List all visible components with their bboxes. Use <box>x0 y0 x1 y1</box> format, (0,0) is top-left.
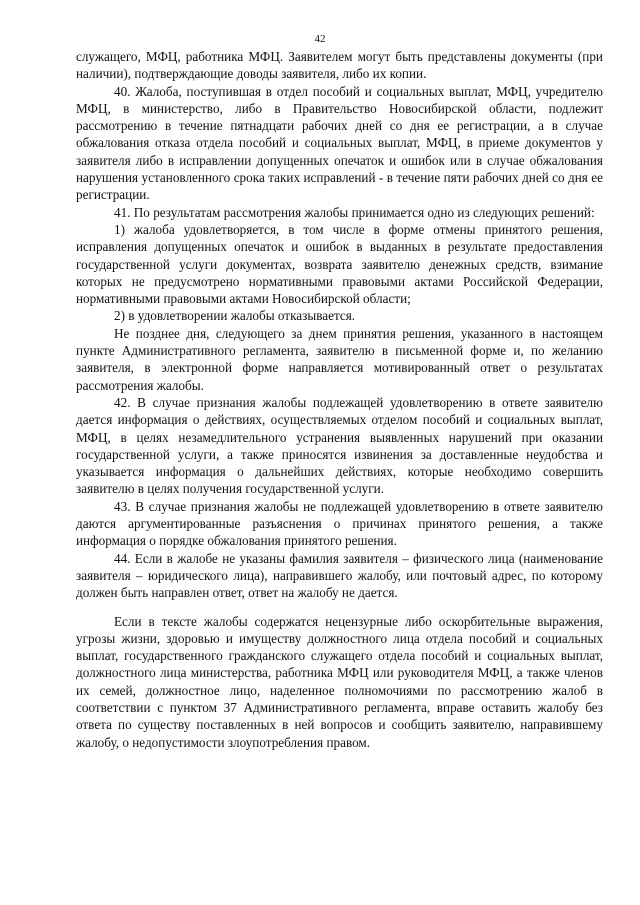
document-body <box>76 48 603 751</box>
paragraph-clause-42: 42. В случае признания жалобы подлежащей удовлетворению в ответе заявителю дается информация о действиях, осуществляемых отделом пособий и социальных выплат, МФЦ, в целях незамедлительного устранения выявленных нарушений при оказании государственной услуги, а также приносятся извинения за доставленные неудобства и указывается информация о дальнейших действиях, которые необходимо совершить заявителю в целях получения государственной услуги. <box>76 394 603 497</box>
paragraph-clause-44: 44. Если в жалобе не указаны фамилия заявителя – физического лица (наименование заявителя – юридического лица), направившего жалобу, или почтовый адрес, по которому должен быть направлен ответ, ответ на жалобу не дается. <box>76 550 603 601</box>
paragraph-abusive-content: Если в тексте жалобы содержатся нецензурные либо оскорбительные выражения, угрозы жизни, здоровью и имуществу должностного лица отдела пособий и социальных выплат, государственного гражданского служащего отдела пособий и социальных выплат, должностного лица министерства, работника МФЦ или руководителя МФЦ, а также членов их семей, должностное лицо, наделенное полномочиями по рассмотрению жалоб в соответствии с пунктом 37 Административного регламента, вправе оставить жалобу без ответа по существу поставленных в ней вопросов и сообщить заявителю, направившему жалобу, о недопустимости злоупотребления правом. <box>76 613 603 750</box>
paragraph-clause-43: 43. В случае признания жалобы не подлежащей удовлетворению в ответе заявителю даются аргументированные разъяснения о причинах принятого решения, а также информация о порядке обжалования принятого решения. <box>76 498 603 549</box>
paragraph-item-1: 1) жалоба удовлетворяется, в том числе в форме отмены принятого решения, исправления допущенных опечаток и ошибок в выданных в результате предоставления государственной услуги документах, возврата заявителю денежных средств, взимание которых не предусмотрено нормативными правовыми актами Российской Федерации, нормативными правовыми актами Новосибирской области; <box>76 221 603 307</box>
paragraph-item-2: 2) в удовлетворении жалобы отказывается. <box>114 308 356 324</box>
page-number: 42 <box>314 33 326 45</box>
paragraph-clause-40: 40. Жалоба, поступившая в отдел пособий и социальных выплат, МФЦ, учредителю МФЦ, в министерство, либо в Правительство Новосибирской области, подлежит рассмотрению в течение пятнадцати рабочих дней со дня ее регистрации, а в случае обжалования отказа отдела пособий и социальных выплат, МФЦ, в приеме документов у заявителя либо в исправлении допущенных опечаток и ошибок или в случае обжалования нарушения установленного срока таких исправлений - в течение пяти рабочих дней со дня ее регистрации. <box>76 83 603 203</box>
paragraph-continuation: служащего, МФЦ, работника МФЦ. Заявителем могут быть представлены документы (при наличии), подтверждающие доводы заявителя, либо их копии. <box>76 49 603 82</box>
paragraph-response-deadline: Не позднее дня, следующего за днем принятия решения, указанного в настоящем пункте Административного регламента, заявителю в письменной форме и, по желанию заявителя, в электронной форме направляется мотивированный ответ о результатах рассмотрения жалобы. <box>76 325 603 393</box>
paragraph-clause-41: 41. По результатам рассмотрения жалобы принимается одно из следующих решений: <box>114 204 595 220</box>
